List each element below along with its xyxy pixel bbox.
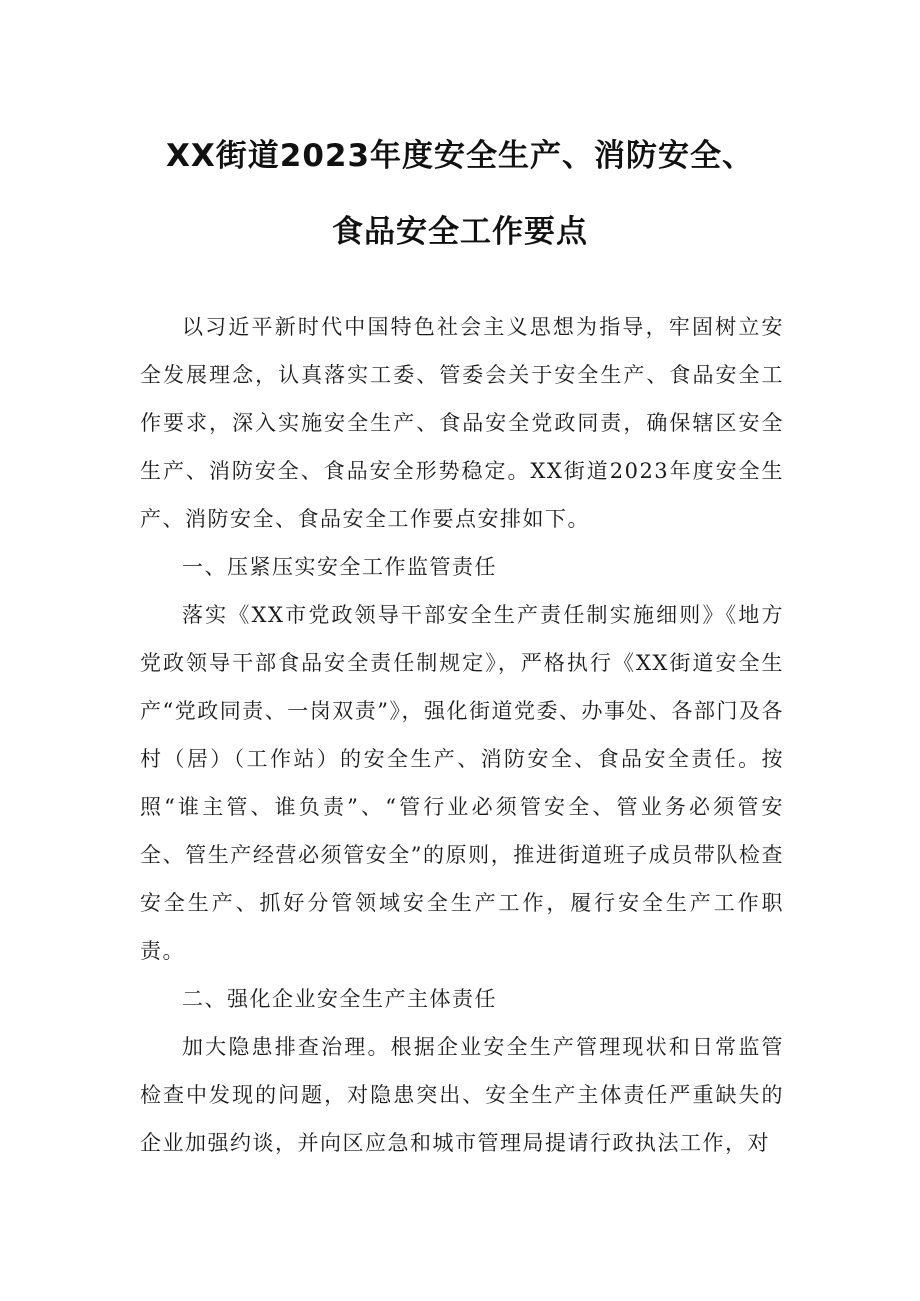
document-body — [140, 303, 784, 1167]
section-2-paragraph: 加大隐患排查治理。根据企业安全生产管理现状和日常监管检查中发现的问题，对隐患突出、安全生产主体责任严重缺失的企业加强约谈，并向区应急和城市管理局提请行政执法工作，对 — [140, 1035, 784, 1155]
section-1-heading: 一、压紧压实安全工作监管责任 — [182, 555, 497, 579]
intro-paragraph: 以习近平新时代中国特色社会主义思想为指导，牢固树立安全发展理念，认真落实工委、管委会关于安全生产、食品安全工作要求，深入实施安全生产、食品安全党政同责，确保辖区安全生产、消防安全、食品安全形势稳定。XX街道2023年度安全生产、消防安全、食品安全工作要点安排如下。 — [140, 315, 784, 531]
section-2-heading: 二、强化企业安全生产主体责任 — [182, 987, 497, 1011]
document-title-line-1: XX街道2023年度安全生产、消防安全、 — [165, 138, 755, 174]
document-title-line-2: 食品安全工作要点 — [332, 214, 588, 250]
section-1-paragraph: 落实《XX市党政领导干部安全生产责任制实施细则》《地方党政领导干部食品安全责任制规定》，严格执行《XX街道安全生产“党政同责、一岗双责”》，强化街道党委、办事处、各部门及各村（居）（工作站）的安全生产、消防安全、食品安全责任。按照“谁主管、谁负责”、“管行业必须管安全、管业务必须管安全、管生产经营必须管安全”的原则，推进街道班子成员带队检查安全生产、抓好分管领域安全生产工作，履行安全生产工作职责。 — [140, 603, 784, 963]
